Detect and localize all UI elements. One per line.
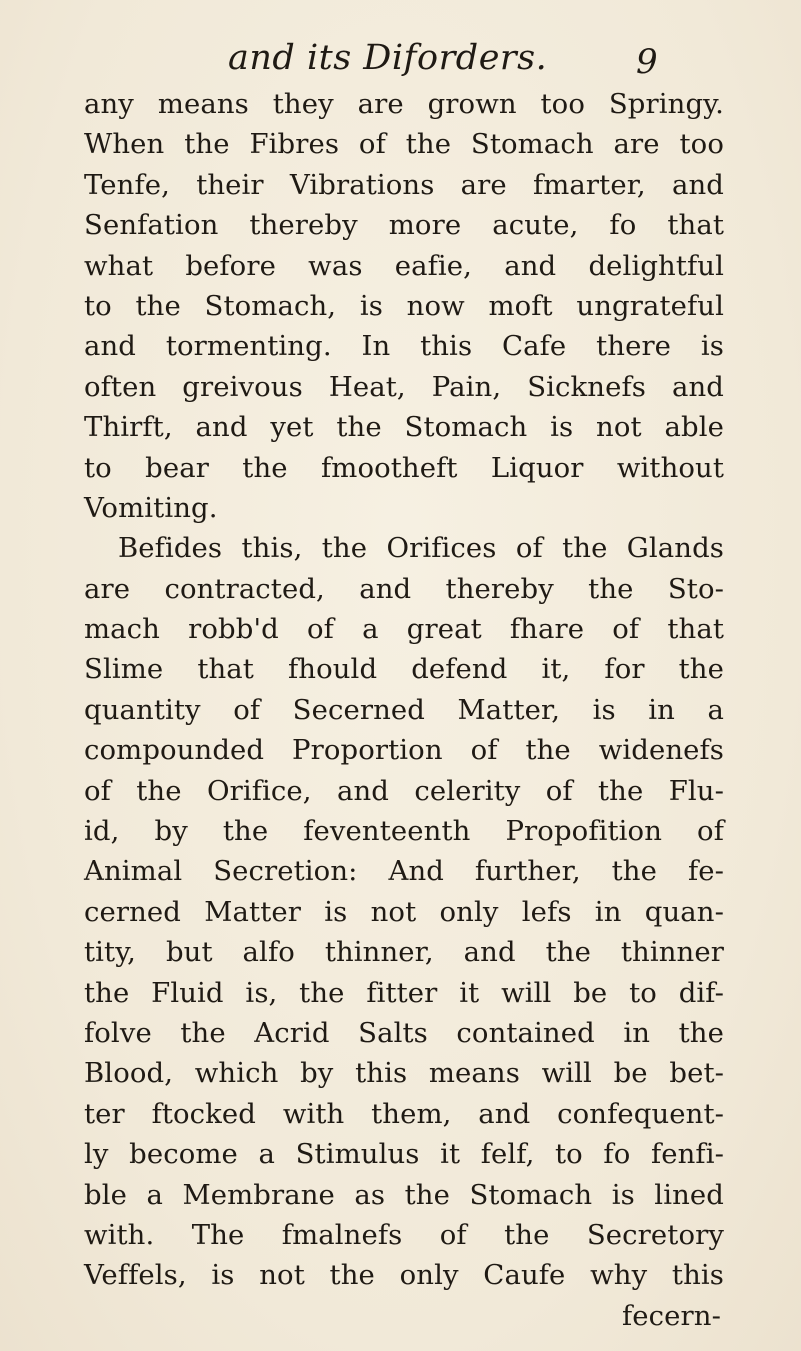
text-line: quantity of Secerned Matter, is in a: [84, 693, 724, 726]
text-line: folve the Acrid Salts contained in the: [84, 1016, 724, 1049]
page-header: [0, 34, 801, 84]
text-line: any means they are grown too Springy.: [84, 88, 724, 120]
text-line: ter ftocked with them, and confequent-: [84, 1097, 724, 1130]
text-line: When the Fibres of the Stomach are too: [84, 128, 724, 161]
text-line: Thirft, and yet the Stomach is not able: [84, 411, 724, 444]
text-line: Senfation thereby more acute, fo that: [84, 209, 724, 242]
text-line: Tenfe, their Vibrations are fmarter, and: [84, 168, 724, 201]
paragraph-start-line: Befides this, the Orifices of the Glands: [118, 532, 724, 565]
text-line: ble a Membrane as the Stomach is lined: [84, 1178, 724, 1211]
text-line: to the Stomach, is now moft ungrateful: [84, 289, 724, 322]
text-line: are contracted, and thereby the Sto-: [84, 572, 724, 605]
text-line: Vomiting.: [84, 491, 218, 524]
text-line: often greivous Heat, Pain, Sicknefs and: [84, 370, 724, 403]
text-line: and tormenting. In this Cafe there is: [84, 330, 724, 363]
page-number: 9: [636, 42, 658, 82]
text-line: what before was eafie, and delightful: [84, 249, 724, 282]
text-line: compounded Proportion of the widenefs: [84, 734, 724, 767]
text-line: cerned Matter is not only lefs in quan-: [84, 895, 724, 928]
text-line: Veffels, is not the only Caufe why this: [84, 1259, 724, 1292]
text-line: mach robb'd of a great fhare of that: [84, 613, 724, 646]
running-head: and its Diforders.: [228, 38, 548, 78]
text-line: Animal Secretion: And further, the fe-: [84, 855, 724, 888]
text-line: with. The fmalnefs of the Secretory: [84, 1218, 724, 1251]
text-line: tity, but alfo thinner, and the thinner: [84, 936, 724, 969]
text-line: to bear the fmootheft Liquor without: [84, 451, 724, 484]
text-line: the Fluid is, the fitter it will be to dif-: [84, 976, 724, 1009]
text-line: of the Orifice, and celerity of the Flu-: [84, 774, 724, 807]
text-line: ly become a Stimulus it felf, to fo fenfi-: [84, 1138, 724, 1171]
text-line: id, by the feventeenth Propofition of: [84, 815, 724, 848]
text-line: Slime that fhould defend it, for the: [84, 653, 724, 686]
text-line: Blood, which by this means will be bet-: [84, 1057, 724, 1090]
body-text: [84, 84, 724, 1336]
catchword: fecern-: [622, 1299, 721, 1332]
